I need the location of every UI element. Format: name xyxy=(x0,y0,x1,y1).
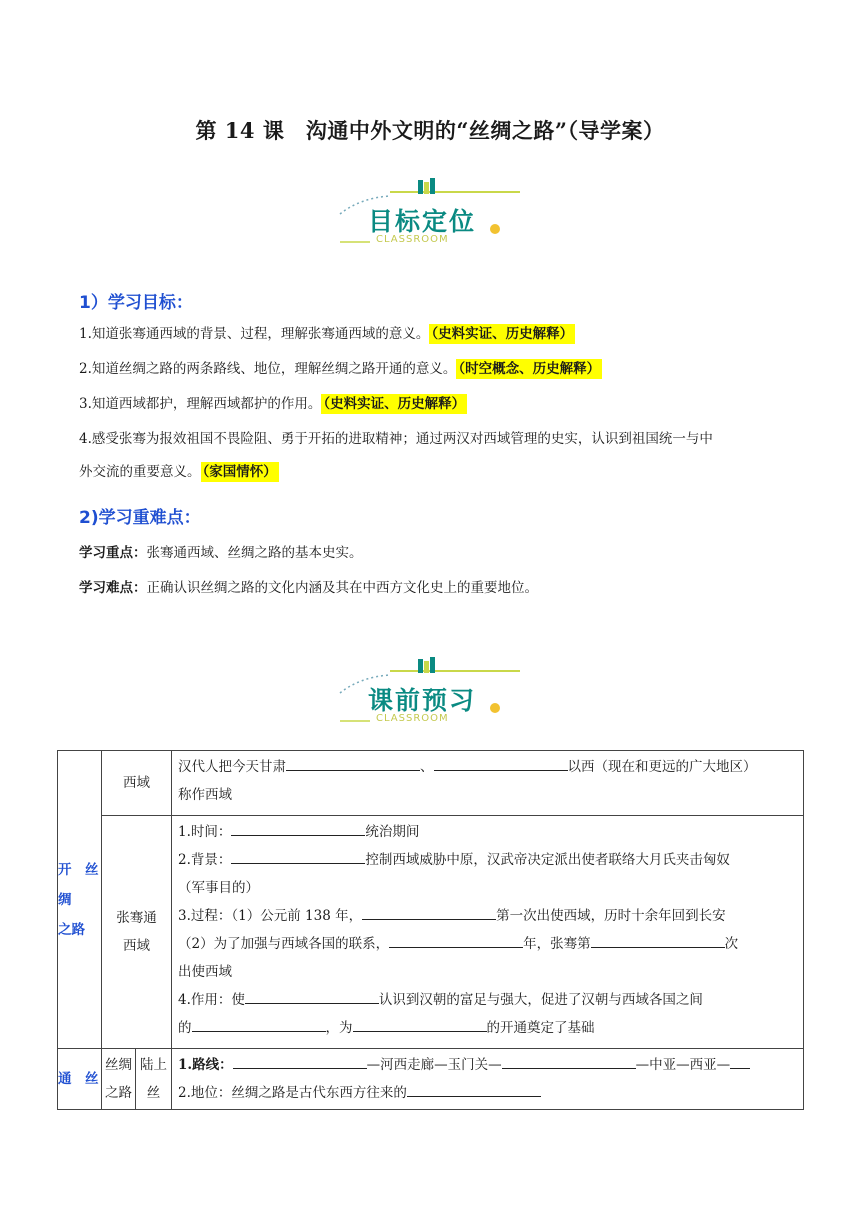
goal-item-3: 3.知道西域都护，理解西域都护的作用。 （史料实证、历史解释） xyxy=(79,396,466,412)
cat-zhangqian: 张骞通 西域 xyxy=(102,816,172,1049)
goal-item-1: 1.知道张骞通西域的背景、过程，理解张骞通西域的意义。 （史料实证、历史解释） xyxy=(79,326,574,342)
banner-goal-text: 目标定位 xyxy=(368,207,477,236)
goal-tag-2: （时空概念、历史解释） xyxy=(458,361,601,377)
banner-goal xyxy=(330,176,530,254)
table-row xyxy=(58,751,804,816)
row-xiyu-content: 汉代人把今天甘肃 、 以西（现在和更远的广大地区） 称作西域 xyxy=(172,751,804,816)
goal-item-4-cont: 外交流的重要意义。 （家国情怀） xyxy=(79,464,277,480)
cat-xiyu: 西域 xyxy=(102,751,172,816)
banner-preview-text: 课前预习 xyxy=(368,686,477,715)
goal-item-2: 2.知道丝绸之路的两条路线、地位，理解丝绸之路开通的意义。 （时空概念、历史解释） xyxy=(79,361,601,377)
goal-item-4: 4.感受张骞为报效祖国不畏险阻、勇于开拓的进取精神；通过两汉对西域管理的史实，认识到祖国统一与中 xyxy=(79,431,713,447)
side-label-2: 通 丝 xyxy=(58,1049,102,1110)
banner-preview xyxy=(330,655,530,733)
side-label-1: 开 丝 绸 之路 xyxy=(58,751,102,1049)
key-point: 学习重点：张骞通西域、丝绸之路的基本史实。 xyxy=(79,545,363,561)
goal-tag-4: （家国情怀） xyxy=(202,464,277,480)
preview-table xyxy=(57,750,804,1110)
table-row xyxy=(58,816,804,1049)
banner-goal-sub: CLASSROOM xyxy=(376,234,449,245)
section2-heading: 2)学习重难点： xyxy=(79,508,201,528)
goal-tag-3: （史料实证、历史解释） xyxy=(323,396,466,412)
table-row xyxy=(58,1049,804,1110)
banner-preview-sub: CLASSROOM xyxy=(376,713,449,724)
cat-land-silk: 陆上 丝 xyxy=(136,1049,172,1110)
goal-tag-1: （史料实证、历史解释） xyxy=(431,326,574,342)
row-silkroad-content: 1.路线： —河西走廊—玉门关— —中亚—西亚— 2.地位：丝绸之路是古代东西方往来的 xyxy=(172,1049,804,1110)
row-zhangqian-content: 1.时间： 统治期间 2.背景： 控制西域威胁中原，汉武帝决定派出使者联络大月氏夹击匈奴 （军事目的） 3.过程：（1）公元前 138 年， 第一次出使西域，历时十余年回到长安 （2）为了加强与西域各国的联系， 年，张骞第 次 出使西域 4.作用：使 认识到汉朝的富足与强大，促进了汉朝与西域各国之间 的 ，为 的开通奠定了基础 xyxy=(172,816,804,1049)
page-title: 第 14 课 沟通中外文明的“丝绸之路”（导学案） xyxy=(195,118,665,143)
section1-heading: 1）学习目标： xyxy=(79,293,193,313)
cat-silkroad: 丝绸 之路 xyxy=(102,1049,136,1110)
difficult-point: 学习难点：正确认识丝绸之路的文化内涵及其在中西方文化史上的重要地位。 xyxy=(79,580,538,596)
